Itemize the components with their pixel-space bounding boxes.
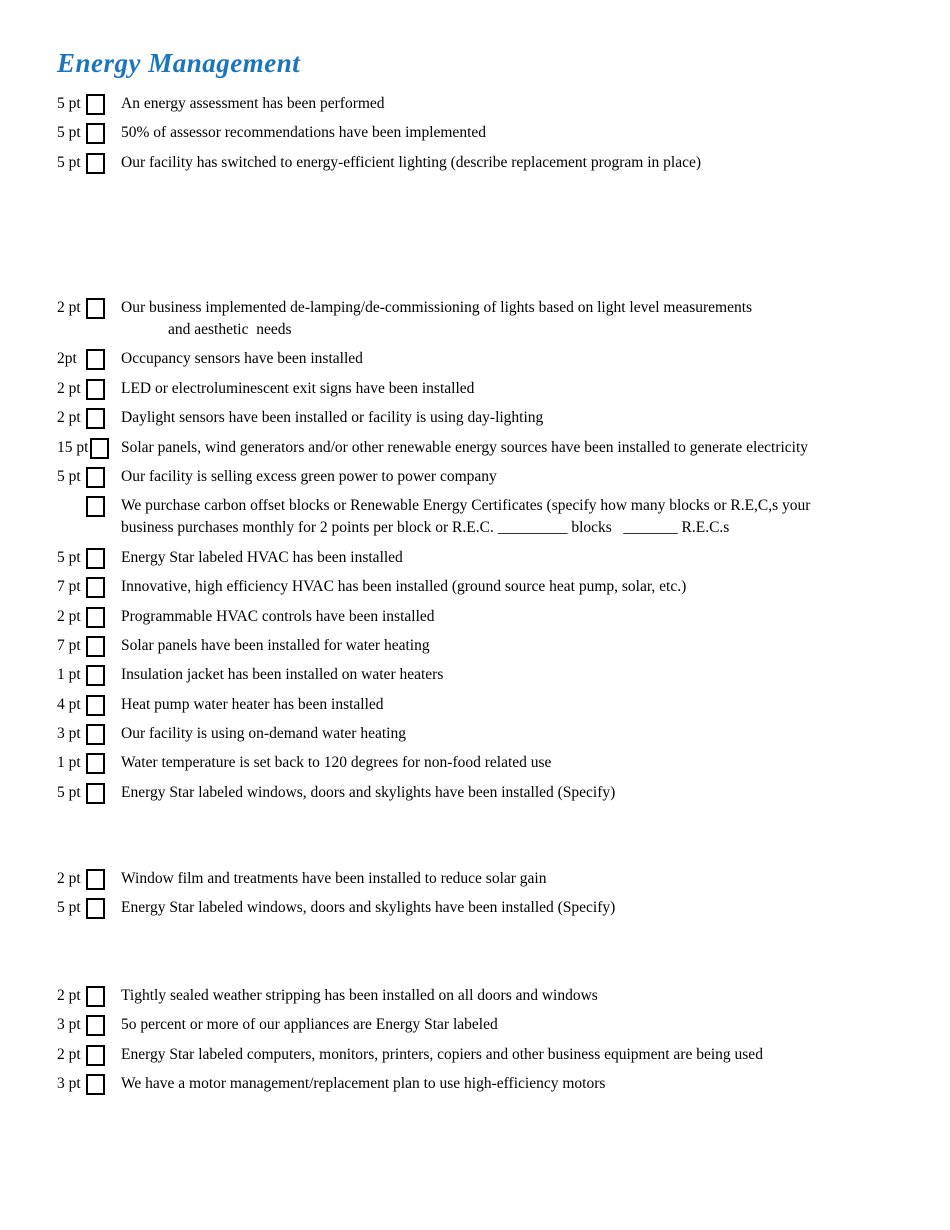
- item-text: [121, 407, 950, 429]
- points-label: 3 pt: [57, 1075, 81, 1093]
- item-text-line1: LED or electroluminescent exit signs have been installed: [121, 379, 475, 397]
- item-gutter: [57, 122, 121, 144]
- checklist-item: [0, 694, 950, 716]
- checkbox[interactable]: [90, 438, 109, 459]
- item-text-line1: Window film and treatments have been installed to reduce solar gain: [121, 870, 547, 887]
- item-gutter: [57, 606, 121, 628]
- checklist-item: [0, 407, 950, 429]
- item-gutter: [57, 348, 121, 370]
- page-title: Energy Management: [57, 48, 301, 78]
- item-text-line1: Heat pump water heater has been installed: [121, 695, 384, 713]
- points-label: 2 pt: [57, 987, 81, 1004]
- checklist-item: [0, 606, 950, 628]
- points-label: 2 pt: [57, 379, 81, 397]
- item-text-line1: Our facility is using on-demand water heating: [121, 725, 406, 743]
- item-text-line1: Daylight sensors have been installed or facility is using day-lighting: [121, 409, 544, 427]
- checklist-item: [0, 635, 950, 657]
- item-gutter: [57, 897, 121, 919]
- item-text: [121, 466, 950, 488]
- item-text: [121, 576, 950, 598]
- checkbox[interactable]: [86, 636, 105, 657]
- item-gutter: [57, 985, 121, 1007]
- item-text-line2: business purchases monthly for 2 points per block or R.E.C. _________ blocks _______ R.E.C.s: [121, 519, 730, 537]
- item-text-line1: Water temperature is set back to 120 degrees for non-food related use: [121, 754, 552, 772]
- checklist-section: [0, 868, 950, 927]
- item-text: [121, 897, 950, 919]
- points-label: 5 pt: [57, 124, 81, 142]
- item-gutter: [57, 378, 121, 400]
- points-label: 2 pt: [57, 409, 81, 427]
- checkbox[interactable]: [86, 1015, 105, 1036]
- item-text-line1: We purchase carbon offset blocks or Renewable Energy Certificates (specify how many blocks or R.E,C,s your: [121, 497, 811, 515]
- item-text: [121, 122, 950, 144]
- item-text: [121, 93, 950, 115]
- item-text-line1: Tightly sealed weather stripping has been installed on all doors and windows: [121, 987, 598, 1004]
- checkbox[interactable]: [86, 467, 105, 488]
- checklist-item: [0, 93, 950, 115]
- checkbox[interactable]: [86, 695, 105, 716]
- item-text-line1: Solar panels, wind generators and/or other renewable energy sources have been installed to generate electricity: [121, 438, 809, 456]
- checkbox[interactable]: [86, 153, 105, 174]
- checklist-item: [0, 897, 950, 919]
- item-text: [121, 694, 950, 716]
- item-text: [121, 547, 950, 569]
- points-label: 2 pt: [57, 607, 81, 625]
- item-text: [121, 152, 950, 174]
- item-gutter: [57, 1014, 121, 1036]
- item-gutter: [57, 723, 121, 745]
- item-gutter: [57, 694, 121, 716]
- checklist-item: [0, 782, 950, 804]
- points-label: 2 pt: [57, 870, 81, 887]
- checkbox[interactable]: [86, 349, 105, 370]
- item-text-line2: and aesthetic needs: [168, 321, 292, 338]
- checkbox[interactable]: [86, 869, 105, 890]
- checkbox[interactable]: [86, 577, 105, 598]
- item-text: [121, 378, 950, 400]
- item-text: [121, 606, 950, 628]
- item-text: [121, 1014, 950, 1036]
- points-label: 7 pt: [57, 578, 81, 596]
- checkbox[interactable]: [86, 1074, 105, 1095]
- item-gutter: [57, 752, 121, 774]
- points-label: 15 pt: [57, 438, 89, 456]
- points-label: 5 pt: [57, 783, 81, 801]
- checkbox[interactable]: [86, 298, 105, 319]
- checklist-item: [0, 495, 950, 539]
- item-text: [121, 723, 950, 745]
- item-text: [121, 664, 950, 686]
- points-label: 3 pt: [57, 725, 81, 743]
- item-gutter: [57, 407, 121, 429]
- checkbox[interactable]: [86, 548, 105, 569]
- item-text-line1: Programmable HVAC controls have been installed: [121, 607, 435, 625]
- checklist-item: [0, 152, 950, 174]
- item-gutter: [57, 635, 121, 657]
- checklist-item: [0, 466, 950, 488]
- item-gutter: [57, 1044, 121, 1066]
- item-text-line1: Occupancy sensors have been installed: [121, 350, 363, 368]
- checklist-item: [0, 297, 950, 341]
- points-label: 5 pt: [57, 899, 81, 917]
- item-text-line1: Energy Star labeled windows, doors and skylights have been installed (Specify): [121, 783, 616, 801]
- points-label: 1 pt: [57, 754, 81, 772]
- item-text-line1: Our business implemented de-lamping/de-commissioning of lights based on light level measurements: [121, 299, 753, 316]
- checkbox[interactable]: [86, 986, 105, 1007]
- item-text-line1: Innovative, high efficiency HVAC has been installed (ground source heat pump, solar, etc.): [121, 578, 687, 596]
- item-text: [121, 985, 950, 1007]
- item-gutter: [57, 437, 121, 459]
- checklist-item: [0, 378, 950, 400]
- points-label: 5 pt: [57, 153, 81, 171]
- checklist-item: [0, 752, 950, 774]
- checkbox[interactable]: [86, 408, 105, 429]
- item-gutter: [57, 782, 121, 804]
- checkbox[interactable]: [86, 496, 105, 517]
- item-gutter: [57, 297, 121, 341]
- points-label: 4 pt: [57, 695, 81, 713]
- checklist-item: [0, 437, 950, 459]
- checkbox[interactable]: [86, 607, 105, 628]
- item-gutter: [57, 868, 121, 890]
- checklist-item: [0, 868, 950, 890]
- item-text-line1: Energy Star labeled computers, monitors, printers, copiers and other business equipment are being used: [121, 1045, 763, 1063]
- item-text: [121, 1073, 950, 1095]
- points-label: 5 pt: [57, 467, 81, 485]
- item-gutter: [57, 664, 121, 686]
- checklist-section: [0, 93, 950, 181]
- item-text: [121, 297, 950, 341]
- points-label: 2pt: [57, 350, 77, 368]
- item-text: [121, 782, 950, 804]
- checklist-item: [0, 547, 950, 569]
- checkbox[interactable]: [86, 94, 105, 115]
- points-label: 5 pt: [57, 548, 81, 566]
- checklist-item: [0, 1014, 950, 1036]
- checkbox[interactable]: [86, 753, 105, 774]
- item-text-line1: Solar panels have been installed for water heating: [121, 636, 430, 654]
- checklist-item: [0, 985, 950, 1007]
- points-label: 2 pt: [57, 299, 81, 316]
- checklist-item: [0, 1044, 950, 1066]
- checklist-item: [0, 723, 950, 745]
- item-text: [121, 1044, 950, 1066]
- item-text: [121, 495, 950, 539]
- item-gutter: [57, 576, 121, 598]
- points-label: 5 pt: [57, 95, 81, 112]
- points-label: 7 pt: [57, 636, 81, 654]
- checkbox[interactable]: [86, 665, 105, 686]
- checklist-section: [0, 985, 950, 1103]
- item-text-line1: 50% of assessor recommendations have been implemented: [121, 124, 486, 142]
- checkbox[interactable]: [86, 123, 105, 144]
- checklist-section: [0, 297, 950, 811]
- item-text-line1: Insulation jacket has been installed on water heaters: [121, 666, 444, 684]
- checkbox[interactable]: [86, 783, 105, 804]
- item-text: [121, 437, 950, 459]
- checklist-item: [0, 1073, 950, 1095]
- item-text-line1: 5o percent or more of our appliances are Energy Star labeled: [121, 1016, 498, 1034]
- item-text-line1: Energy Star labeled windows, doors and skylights have been installed (Specify): [121, 899, 616, 917]
- checklist-item: [0, 348, 950, 370]
- item-text-line1: Our facility is selling excess green power to power company: [121, 467, 497, 485]
- item-gutter: [57, 1073, 121, 1095]
- checkbox[interactable]: [86, 898, 105, 919]
- item-text-line1: We have a motor management/replacement plan to use high-efficiency motors: [121, 1075, 606, 1093]
- item-gutter: [57, 466, 121, 488]
- item-text: [121, 348, 950, 370]
- checkbox[interactable]: [86, 724, 105, 745]
- points-label: 1 pt: [57, 666, 81, 684]
- checklist-item: [0, 122, 950, 144]
- item-gutter: [57, 547, 121, 569]
- points-label: 2 pt: [57, 1045, 81, 1063]
- checklist-item: [0, 576, 950, 598]
- item-gutter: [57, 152, 121, 174]
- item-text-line1: Energy Star labeled HVAC has been installed: [121, 548, 403, 566]
- item-text-line1: Our facility has switched to energy-efficient lighting (describe replacement program in place): [121, 153, 702, 171]
- item-gutter: [57, 495, 121, 539]
- checklist-item: [0, 664, 950, 686]
- checkbox[interactable]: [86, 1045, 105, 1066]
- item-text-line1: An energy assessment has been performed: [121, 95, 385, 112]
- item-text: [121, 635, 950, 657]
- item-text: [121, 868, 950, 890]
- item-text: [121, 752, 950, 774]
- checkbox[interactable]: [86, 379, 105, 400]
- item-gutter: [57, 93, 121, 115]
- points-label: 3 pt: [57, 1016, 81, 1034]
